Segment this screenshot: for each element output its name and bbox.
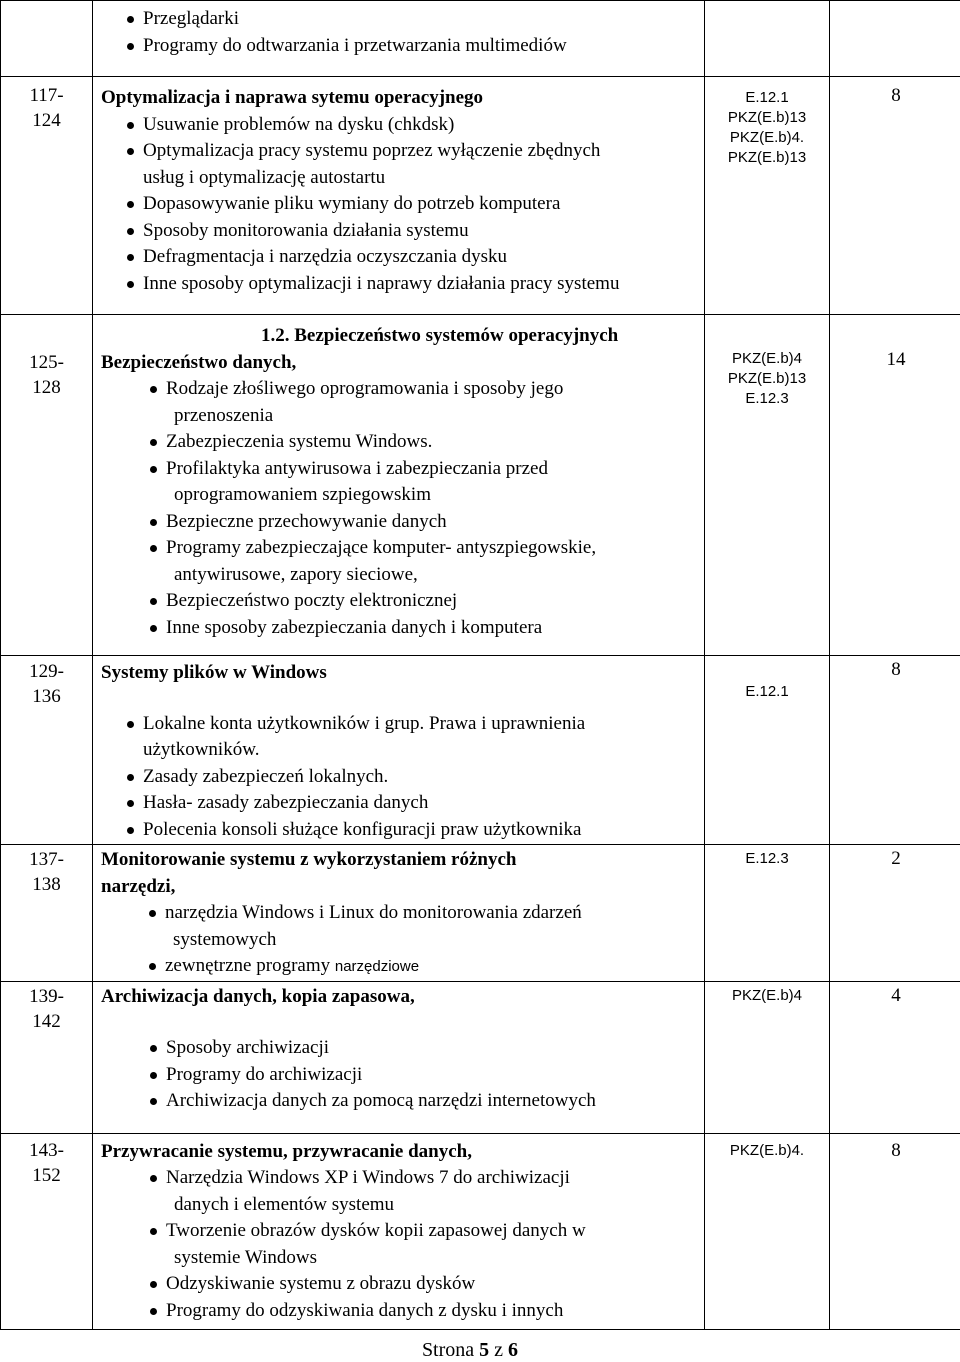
topic-title: Bezpieczeństwo danych, [101, 351, 297, 373]
page-total: 6 [508, 1339, 519, 1361]
hours-cell [830, 315, 960, 656]
list-item-continuation: systemie Windows [174, 1246, 317, 1268]
hours-cell [830, 1133, 960, 1329]
topic-title: Systemy plików w Windows [101, 662, 327, 683]
hours-value: 8 [891, 659, 901, 680]
list-item: Bezpieczne przechowywanie danych [101, 509, 704, 536]
list-item: Optymalizacja pracy systemu poprzez wyłączenie zbędnych [101, 138, 704, 165]
list-item-text-small: narzędziowe [334, 958, 420, 975]
hours-cell [830, 1, 960, 77]
hours-cell [830, 845, 960, 982]
reference-code: PKZ(E.b)4 [731, 350, 803, 367]
reference-cell [705, 845, 830, 982]
content-cell [93, 981, 705, 1133]
list-item-continuation: usług i optymalizację autostartu [143, 166, 386, 188]
hours-value: 8 [891, 85, 901, 106]
lesson-number-cell [1, 981, 93, 1133]
reference-code: E.12.3 [745, 850, 789, 867]
list-item: Tworzenie obrazów dysków kopii zapasowej danych w [101, 1218, 704, 1245]
content-cell [93, 1133, 705, 1329]
list-item: Profilaktyka antywirusowa i zabezpieczania przed [101, 456, 704, 483]
list-item: Hasła- zasady zabezpieczania danych [101, 790, 704, 817]
list-item: Odzyskiwanie systemu z obrazu dysków [101, 1271, 704, 1298]
hours-cell [830, 656, 960, 845]
lesson-range-start: 137- [29, 849, 64, 870]
list-item: Inne sposoby optymalizacji i naprawy działania pracy systemu [101, 271, 704, 298]
topic-title: Archiwizacja danych, kopia zapasowa, [101, 985, 415, 1007]
reference-cell [705, 315, 830, 656]
list-item: narzędzia Windows i Linux do monitorowania zdarzeń [101, 900, 704, 927]
topic-title: Przywracanie systemu, przywracanie danych, [101, 1140, 472, 1162]
list-item-continuation: użytkowników. [143, 739, 260, 760]
lesson-range-start: 117- [29, 85, 64, 106]
lesson-range-end: 142 [32, 1010, 61, 1032]
footer-mid: z [489, 1339, 509, 1361]
list-item: Programy zabezpieczające komputer- antyszpiegowskie, [101, 535, 704, 562]
list-item [101, 953, 704, 981]
list-item: Narzędzia Windows XP i Windows 7 do archiwizacji [101, 1165, 704, 1192]
page-number: 5 [479, 1339, 490, 1361]
lesson-number-cell [1, 315, 93, 656]
list-item: Bezpieczeństwo poczty elektronicznej [101, 588, 704, 615]
lesson-range-end: 124 [32, 110, 61, 131]
list-item-continuation: antywirusowe, zapory sieciowe, [174, 563, 418, 585]
lesson-range-start: 139- [29, 985, 64, 1007]
lesson-number-cell [1, 1, 93, 77]
hours-value: 2 [891, 848, 901, 869]
reference-code: PKZ(E.b)13 [727, 149, 807, 166]
list-item: Zasady zabezpieczeń lokalnych. [101, 764, 704, 791]
topic-title: Monitorowanie systemu z wykorzystaniem różnych [101, 849, 517, 870]
list-item: Programy do odtwarzania i przetwarzania multimediów [101, 33, 704, 60]
table-row [1, 845, 960, 982]
reference-cell [705, 981, 830, 1133]
footer-prefix: Strona [421, 1339, 480, 1361]
list-item: Zabezpieczenia systemu Windows. [101, 429, 704, 456]
reference-code: PKZ(E.b)13 [727, 109, 807, 126]
lesson-range-start: 143- [29, 1139, 64, 1161]
list-item: Lokalne konta użytkowników i grup. Prawa i uprawnienia [101, 711, 704, 738]
reference-code: PKZ(E.b)4. [729, 1141, 805, 1159]
table-row [1, 77, 960, 315]
list-item: Defragmentacja i narzędzia oczyszczania dysku [101, 244, 704, 271]
content-cell [93, 77, 705, 315]
lesson-number-cell [1, 1133, 93, 1329]
list-item-text: zewnętrzne programy [165, 955, 335, 976]
lesson-range-end: 138 [32, 874, 61, 895]
reference-cell [705, 1, 830, 77]
lesson-range-end: 128 [32, 377, 61, 398]
list-item: Sposoby monitorowania działania systemu [101, 218, 704, 245]
reference-cell [705, 1133, 830, 1329]
topic-title: Optymalizacja i naprawa sytemu operacyjnego [101, 87, 484, 108]
table-row [1, 315, 960, 656]
list-item: Programy do archiwizacji [101, 1062, 704, 1089]
list-item: Programy do odzyskiwania danych z dysku i innych [101, 1298, 704, 1325]
hours-value: 8 [891, 1139, 901, 1161]
list-item-continuation: oprogramowaniem szpiegowskim [174, 484, 431, 505]
hours-cell [830, 77, 960, 315]
reference-code: PKZ(E.b)4. [729, 129, 805, 146]
reference-code: E.12.1 [745, 683, 789, 700]
page-footer [0, 1339, 940, 1362]
list-item: Usuwanie problemów na dysku (chkdsk) [101, 112, 704, 139]
table-row [1, 1, 960, 77]
list-item-continuation: systemowych [173, 928, 277, 950]
hours-value: 4 [891, 984, 901, 1006]
lesson-range-start: 125- [29, 352, 64, 373]
content-cell [93, 656, 705, 845]
lesson-number-cell [1, 77, 93, 315]
lesson-range-start: 129- [29, 661, 64, 682]
lesson-range-end: 152 [32, 1164, 61, 1186]
content-cell [93, 315, 705, 656]
list-item: Polecenia konsoli służące konfiguracji praw użytkownika [101, 817, 704, 844]
hours-value: 14 [886, 349, 906, 370]
list-item: Rodzaje złośliwego oprogramowania i sposoby jego [101, 376, 704, 403]
reference-cell [705, 656, 830, 845]
list-item: Dopasowywanie pliku wymiany do potrzeb komputera [101, 191, 704, 218]
list-item: Archiwizacja danych za pomocą narzędzi internetowych [101, 1088, 704, 1115]
lesson-range-end: 136 [32, 686, 61, 707]
content-cell [93, 1, 705, 77]
reference-code: E.12.1 [745, 89, 789, 106]
table-row [1, 1133, 960, 1329]
table-row [1, 656, 960, 845]
reference-code: PKZ(E.b)4 [731, 986, 803, 1004]
list-item-continuation: przenoszenia [174, 404, 274, 426]
lesson-number-cell [1, 656, 93, 845]
lesson-number-cell [1, 845, 93, 982]
reference-code: E.12.3 [745, 390, 789, 407]
reference-code: PKZ(E.b)13 [727, 370, 807, 387]
topic-title-continuation: narzędzi, [101, 875, 176, 897]
hours-cell [830, 981, 960, 1133]
reference-cell [705, 77, 830, 315]
list-item-continuation: danych i elementów systemu [174, 1193, 395, 1215]
section-heading: 1.2. Bezpieczeństwo systemów operacyjnych [261, 325, 619, 346]
table-row [1, 981, 960, 1133]
list-item: Przeglądarki [101, 6, 704, 33]
list-item: Sposoby archiwizacji [101, 1035, 704, 1062]
list-item: Inne sposoby zabezpieczania danych i komputera [101, 615, 704, 642]
content-cell [93, 845, 705, 982]
